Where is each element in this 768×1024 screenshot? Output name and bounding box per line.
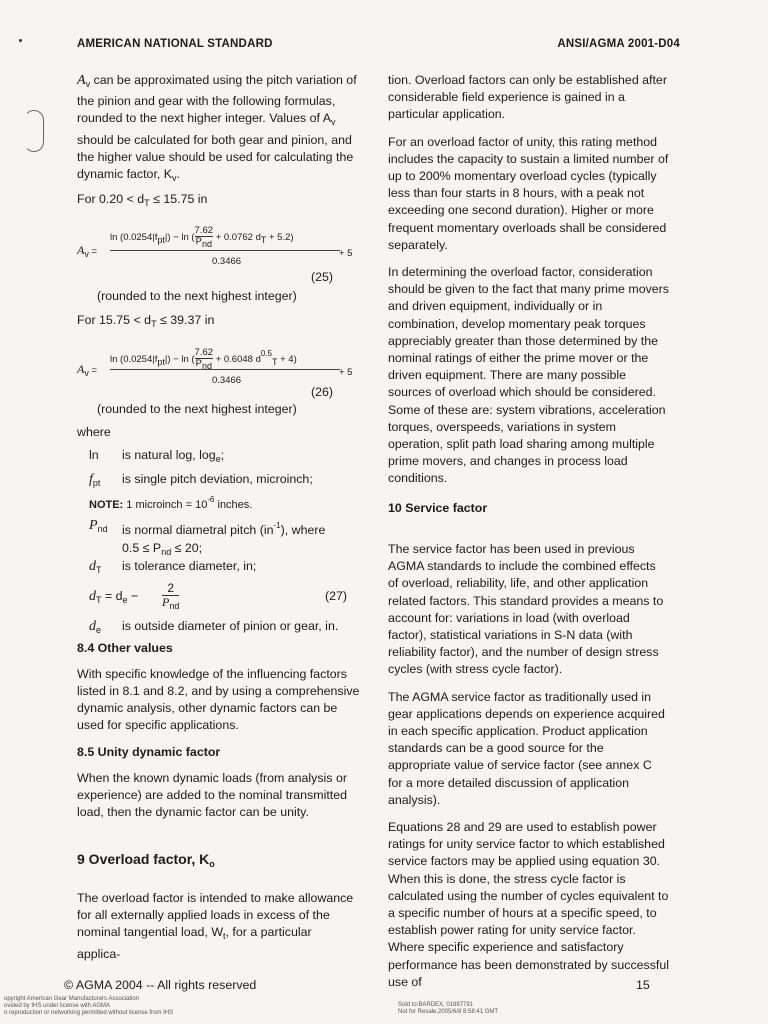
para-8-4: With specific knowledge of the influencing factors listed in 8.1 and 8.2, and by using a comprehensive dynamic analysis, other dynamic factors can be used for specific applications.: [77, 666, 360, 733]
def-pnd: $P_{nd}$ is normal diametral pitch $(in^{-1})$, where $0.5 \le P_{nd} \le 20$;: [89, 518, 326, 557]
para-r5: The AGMA service factor as traditionally used in gear applications depends on experience acquired in each specific application. Product application standards can be a good source for the appropriate value of service factor (see annex C for a more detailed discussion of application analysis).: [388, 689, 665, 807]
left-column: [77, 72, 360, 831]
round-note-1: (rounded to the next highest integer): [97, 289, 297, 304]
equation-25: Av = ln (0.0254|fpt|) − ln ( 7.62 Pnd + 0.0762 dT + 5.2) 0.3466 + 5 (25): [77, 218, 360, 290]
heading-9: 9 Overload factor, $K_o$: [77, 851, 215, 869]
para-r6: Equations 28 and 29 are used to establish power ratings for unity service factor to which established service factors may be applied using equation 30. When this is done, the stress cycle factor is calculated using the number of cycles equivalent to a specific number of hours at a specific speed, to establish power rating for unity service factor. Where specific experience and satisfactory performance has been demonstrated by successful use of: [388, 820, 670, 989]
def-fpt: $f_{pt}$ is single pitch deviation, microinch;: [89, 472, 313, 489]
eq26-label: (26): [311, 384, 334, 399]
para-r4: The service factor has been used in previous AGMA standards to include the combined effects of overload, reliability, life, and other application related factors. This standard provides a means to account for: variations in load (with overload factor), statistical variations in S-N data (with reliability factor), and the number of design stress cycles (with stress cycle factor).: [388, 542, 664, 677]
footer-license-text: opyright American Gear Manufacturers Association ovided by IHS under license with AGMA o reproduction or networking permitted without license from IHS: [4, 996, 174, 1016]
eq26-numerator: ln (0.0254|fpt|) − ln ( 7.62 Pnd + 0.6048 $d^{0.5}T + 4$): [110, 346, 297, 371]
heading-8-5: 8.5 Unity dynamic factor: [77, 745, 221, 760]
para-8-5: When the known dynamic loads (from analysis or experience) are added to the nominal transmitted load, then the dynamic factor can be unity.: [77, 770, 347, 820]
heading-8-4: 8.4 Other values: [77, 641, 173, 656]
para-r2: For an overload factor of unity, this rating method includes the capacity to sustain a limited number of up to 200% momentary overload cycles (typically less than four starts in 8 hours, with a peak not exceeding one second duration). Higher or more frequent momentary overloads shall be considered separately.: [388, 134, 669, 252]
footer-copyright: © AGMA 2004 -- All rights reserved: [64, 978, 257, 992]
scan-dot: [19, 39, 22, 42]
range-2: For $15.75 < d_T \le 39.37$ in: [77, 312, 215, 329]
para-r1: tion. Overload factors can only be established after considerable field experience is gained in a particular application.: [388, 73, 667, 122]
right-column-bottom: [388, 541, 669, 1001]
note-microinch: NOTE: 1 microinch = $10^{-6}$ inches.: [89, 495, 253, 512]
def-ln: ln is natural log, $\log_e$;: [89, 448, 225, 465]
eq26-fraction-bar: [110, 369, 340, 370]
hole-punch-mark: [24, 110, 44, 152]
footer-sold-to: Sold to:BARDEX, 01897791 Not for Resale,2005/6/8 8:58:41 GMT: [398, 1002, 499, 1015]
av-paragraph: $A_v$ can be approximated using the pitch variation of the pinion and gear with the following formulas, rounded to the next higher integer. Values of $A_v$ should be calculated for both gear and pinion, and the higher value should be used for calculating the dynamic factor, $K_v$.: [77, 73, 357, 184]
def-dt: $d_T$ is tolerance diameter, in;: [89, 559, 257, 576]
para-9: The overload factor is intended to make allowance for all externally applied loads in excess of the nominal tangential load, $W_t$, for a particular applica-: [77, 891, 354, 961]
right-column-top: [388, 72, 669, 498]
eq25-numerator: ln (0.0254|fpt|) − ln ( 7.62 Pnd + 0.0762 dT + 5.2): [110, 225, 294, 250]
equation-27: $d_T = d_e$ − 2 $P_{nd}$ (27): [89, 581, 348, 612]
def-de: $d_e$ is outside diameter of pinion or gear, in.: [89, 619, 339, 636]
header-right: ANSI/AGMA 2001-D04: [557, 38, 680, 50]
round-note-2: (rounded to the next highest integer): [97, 401, 297, 416]
where-label: where: [77, 425, 111, 440]
eq25-label: (25): [311, 270, 334, 285]
header-left: AMERICAN NATIONAL STANDARD: [77, 38, 273, 50]
heading-10: 10 Service factor: [388, 501, 488, 515]
equation-26: Av = ln (0.0254|fpt|) − ln ( 7.62 Pnd + 0.6048 $d^{0.5}T + 4$) 0.3466 + 5 (26): [77, 337, 360, 403]
footer-page-number: 15: [636, 978, 650, 992]
range-1: For $0.20 < d_T \le 15.75$ in: [77, 192, 208, 209]
para-r3: In determining the overload factor, consideration should be given to the fact that many prime movers and driven equipment, individually or in combination, develop momentary peak torques appreciably greater than those determined by the nominal ratings of either the prime mover or the driven equipment. There are many possible sources of overload which should be considered. Some of these are: system vibrations, acceleration torques, overspeeds, variations in system operation, split path load sharing among multiple prime movers, and changes in process load conditions.: [388, 265, 669, 486]
eq25-fraction-bar: [110, 250, 340, 251]
